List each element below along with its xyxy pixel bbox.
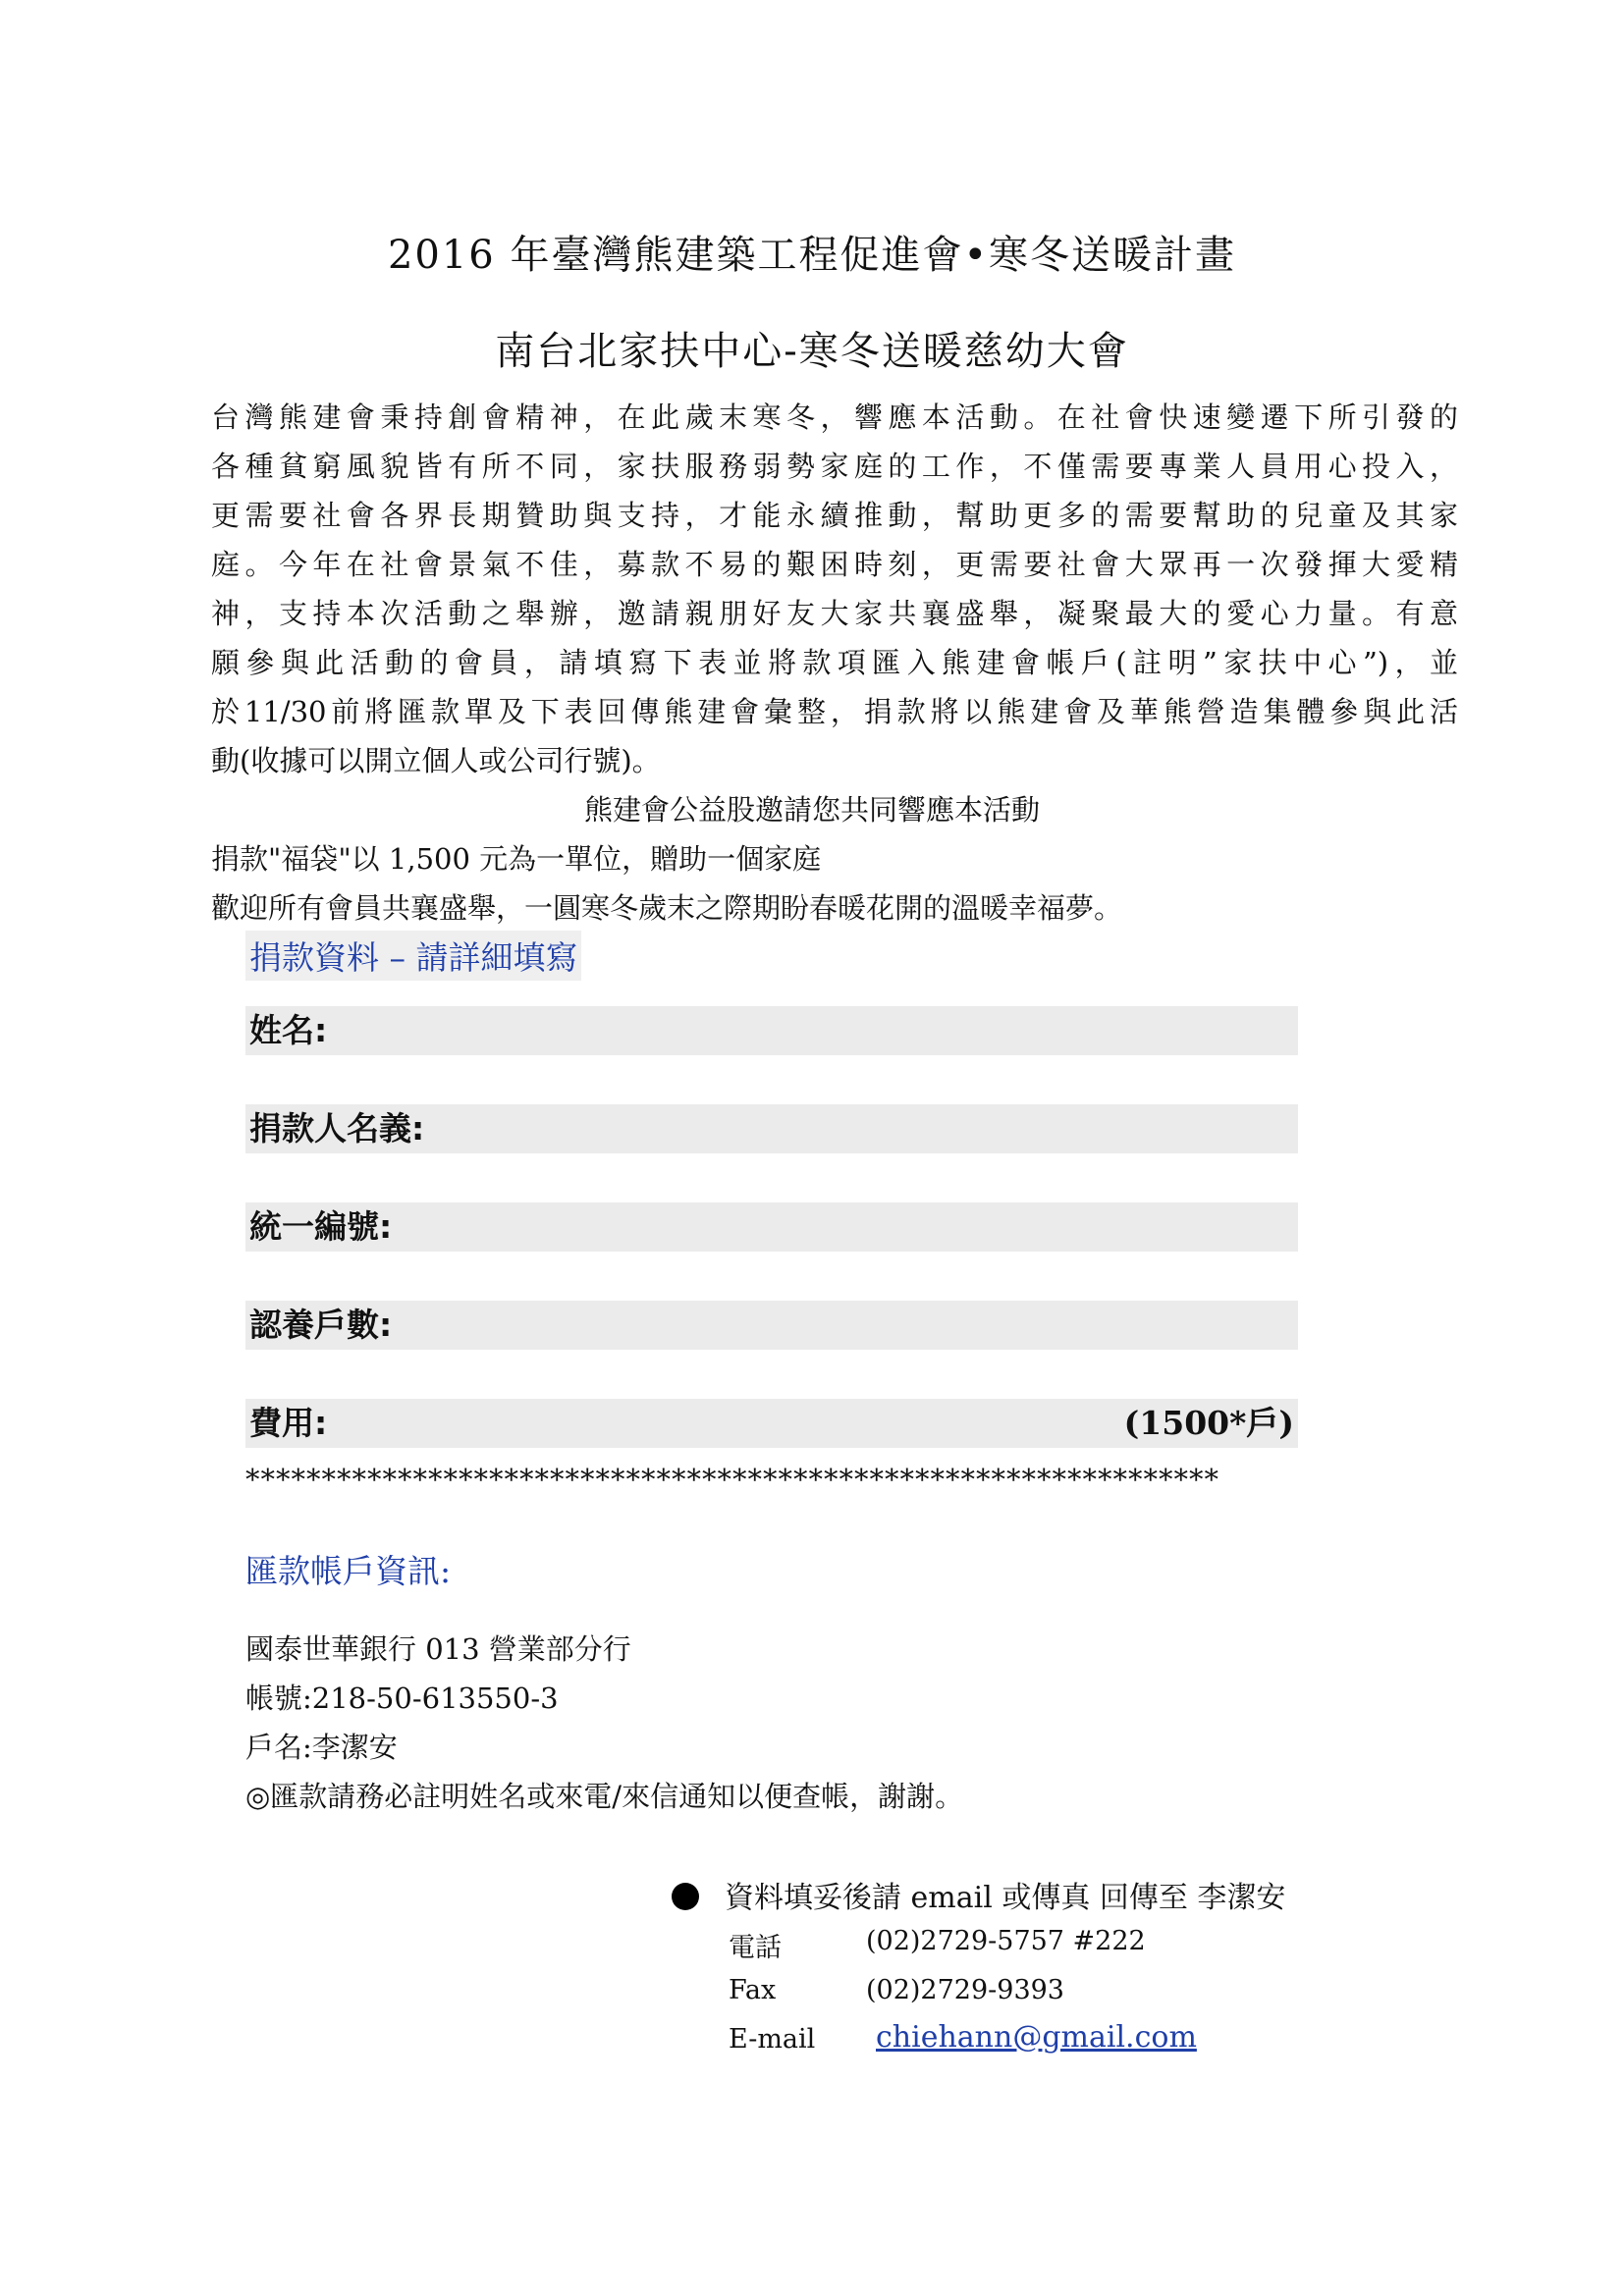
intro-line: 庭。今年在社會景氣不佳，募款不易的艱困時刻，更需要社會大眾再一次發揮大愛精 (211, 548, 1458, 581)
bank-name: 國泰世華銀行 013 營業部分行 (245, 1632, 631, 1666)
name-field[interactable] (245, 1006, 1298, 1055)
intro-line: 各種貧窮風貌皆有所不同，家扶服務弱勢家庭的工作，不僅需要專業人員用心投入， (211, 450, 1458, 483)
intro-paragraph (211, 393, 1458, 785)
separator: **************************************************************** (245, 1463, 1219, 1496)
email-label: E-mail (729, 2024, 816, 2055)
email-container (876, 2020, 1197, 2055)
donation-unit-text: 捐款"福袋"以 1,500 元為一單位，贈助一個家庭 (211, 842, 822, 876)
welcome-text: 歡迎所有會員共襄盛舉，一圓寒冬歲末之際期盼春暖花開的溫暖幸福夢。 (211, 891, 1123, 925)
bullet-icon (672, 1883, 699, 1910)
donor-title-field[interactable] (245, 1104, 1298, 1153)
page-subtitle: 南台北家扶中心-寒冬送暖慈幼大會 (495, 329, 1129, 374)
remittance-notice: ◎匯款請務必註明姓名或來電/來信通知以便查帳，謝謝。 (245, 1780, 964, 1813)
form-section-title: 捐款資料 – 請詳細填寫 (245, 931, 581, 981)
name-label: 姓名: (249, 1011, 328, 1049)
bank-heading: 匯款帳戶資訊: (245, 1552, 452, 1590)
email-link[interactable]: chiehann@gmail.com (876, 2020, 1197, 2055)
account-holder: 戶名:李潔安 (245, 1731, 398, 1764)
intro-line: 願參與此活動的會員，請填寫下表並將款項匯入熊建會帳戶(註明”家扶中心”)，並 (211, 646, 1458, 679)
fee-label: 費用: (249, 1404, 328, 1442)
tax-id-label: 統一編號: (249, 1207, 393, 1246)
fax-value: (02)2729-9393 (866, 1975, 1064, 2005)
contact-heading-text: 資料填妥後請 email 或傳真 回傳至 李潔安 (725, 1881, 1286, 1915)
households-label: 認養戶數: (249, 1306, 393, 1344)
page-title: 2016 年臺灣熊建築工程促進會•寒冬送暖計畫 (387, 233, 1237, 278)
fax-label: Fax (729, 1975, 777, 2005)
intro-line: 於11/30前將匯款單及下表回傳熊建會彙整，捐款將以熊建會及華熊營造集體參與此活 (211, 695, 1458, 728)
invite-text: 熊建會公益股邀請您共同響應本活動 (583, 793, 1040, 827)
fee-note: (1500*戶) (1123, 1404, 1294, 1442)
intro-line: 動(收據可以開立個人或公司行號)。 (211, 744, 661, 777)
contact-heading (672, 1873, 1285, 1916)
donor-title-label: 捐款人名義: (249, 1109, 425, 1148)
households-field[interactable] (245, 1301, 1298, 1350)
fee-field[interactable] (245, 1399, 1298, 1448)
tax-id-field[interactable] (245, 1202, 1298, 1252)
phone-value: (02)2729-5757 #222 (866, 1926, 1146, 1956)
intro-line: 台灣熊建會秉持創會精神，在此歲末寒冬，響應本活動。在社會快速變遷下所引發的 (211, 400, 1458, 434)
bank-account: 帳號:218-50-613550-3 (245, 1682, 559, 1715)
intro-line: 更需要社會各界長期贊助與支持，才能永續推動，幫助更多的需要幫助的兒童及其家 (211, 499, 1458, 532)
intro-line: 神，支持本次活動之舉辦，邀請親朋好友大家共襄盛舉，凝聚最大的愛心力量。有意 (211, 597, 1458, 630)
phone-label: 電話 (729, 1933, 782, 1963)
